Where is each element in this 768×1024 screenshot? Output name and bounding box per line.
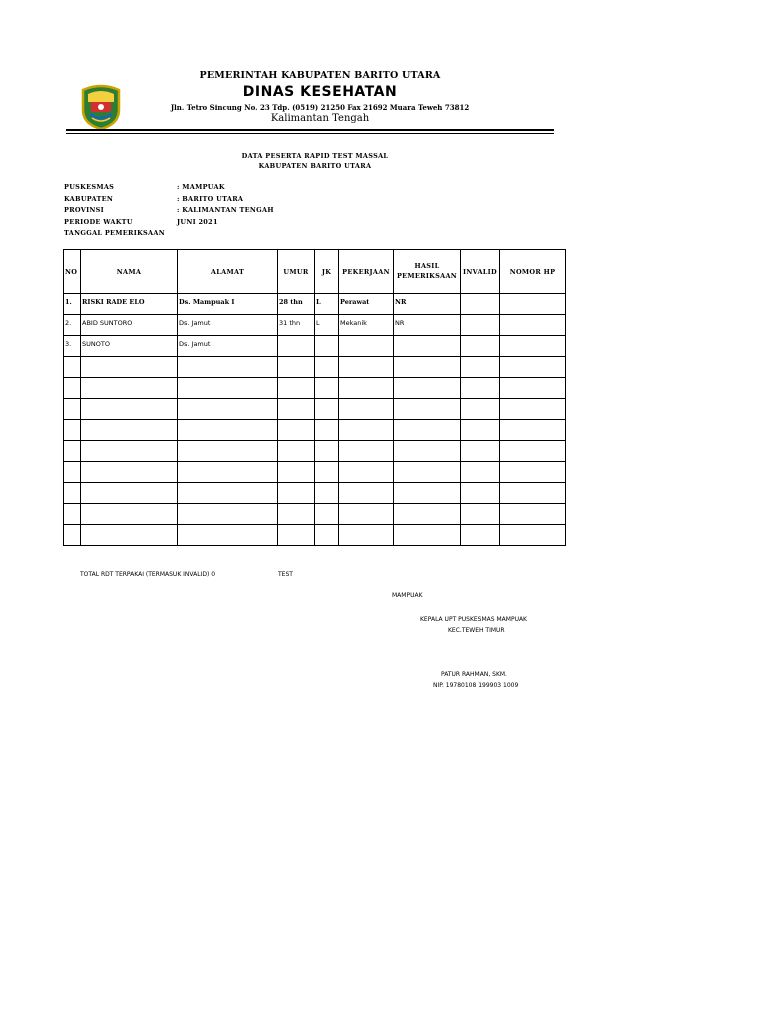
cell-invalid: [461, 399, 500, 420]
cell-hasil: [394, 420, 461, 441]
signatory-name: PATUR RAHMAN, SKM.: [441, 671, 507, 678]
cell-invalid: [461, 378, 500, 399]
cell-umur: [278, 378, 315, 399]
cell-invalid: [461, 504, 500, 525]
cell-nomor-hp: [500, 315, 566, 336]
cell-alamat: [178, 525, 278, 546]
total-rdt-used: TOTAL RDT TERPAKAI (TERMASUK INVALID) 0: [80, 571, 216, 578]
table-row: [64, 462, 566, 483]
col-header-nomor-hp: NOMOR HP: [500, 250, 566, 294]
cell-invalid: [461, 315, 500, 336]
table-row: [64, 315, 566, 336]
table-header-row: [64, 250, 566, 294]
cell-no: 1.: [64, 294, 81, 315]
cell-no: [64, 525, 81, 546]
cell-nomor-hp: [500, 462, 566, 483]
cell-nama: [81, 525, 178, 546]
cell-invalid: [461, 483, 500, 504]
col-header-invalid: INVALID: [461, 250, 500, 294]
cell-jk: [315, 504, 339, 525]
cell-pekerjaan: Perawat: [339, 294, 394, 315]
cell-umur: [278, 525, 315, 546]
cell-alamat: Ds. Jamut: [178, 315, 278, 336]
cell-pekerjaan: [339, 336, 394, 357]
signatory-nip: NIP. 19780108 199903 1009: [433, 682, 519, 689]
cell-hasil: [394, 483, 461, 504]
col-header-alamat: ALAMAT: [178, 250, 278, 294]
col-header-hasil-text: HASIL PEMERIKSAAN: [396, 261, 458, 280]
signatory-position: KEPALA UPT PUSKESMAS MAMPUAK: [420, 616, 527, 623]
cell-no: [64, 483, 81, 504]
letterhead-rule-thin: [66, 133, 554, 134]
cell-hasil: [394, 441, 461, 462]
cell-pekerjaan: Mekanik: [339, 315, 394, 336]
cell-jk: [315, 483, 339, 504]
cell-jk: [315, 378, 339, 399]
cell-hasil: [394, 378, 461, 399]
table-row: [64, 483, 566, 504]
cell-umur: [278, 483, 315, 504]
cell-nomor-hp: [500, 336, 566, 357]
info-label: TANGGAL PEMERIKSAAN: [64, 229, 165, 237]
government-heading: PEMERINTAH KABUPATEN BARITO UTARA: [199, 70, 441, 81]
cell-pekerjaan: [339, 378, 394, 399]
cell-jk: [315, 336, 339, 357]
info-value: : BARITO UTARA: [177, 194, 244, 203]
cell-no: [64, 441, 81, 462]
table-row: [64, 357, 566, 378]
cell-umur: [278, 399, 315, 420]
cell-pekerjaan: [339, 504, 394, 525]
cell-jk: [315, 420, 339, 441]
cell-alamat: [178, 462, 278, 483]
cell-no: [64, 399, 81, 420]
cell-alamat: [178, 504, 278, 525]
cell-nomor-hp: [500, 420, 566, 441]
cell-pekerjaan: [339, 525, 394, 546]
cell-nama: [81, 378, 178, 399]
col-header-nama: NAMA: [81, 250, 178, 294]
info-label: KABUPATEN: [64, 194, 114, 203]
cell-jk: [315, 399, 339, 420]
cell-no: [64, 357, 81, 378]
info-label: PUSKESMAS: [64, 183, 115, 191]
cell-pekerjaan: [339, 357, 394, 378]
document-subtitle: KABUPATEN BARITO UTARA: [258, 162, 372, 170]
cell-nama: [81, 462, 178, 483]
table-row: [64, 378, 566, 399]
cell-umur: 28 thn: [278, 294, 315, 315]
cell-nomor-hp: [500, 525, 566, 546]
table-row: [64, 441, 566, 462]
cell-nama: [81, 441, 178, 462]
table-row: [64, 294, 566, 315]
cell-no: [64, 378, 81, 399]
info-label: PERIODE WAKTU: [64, 217, 133, 226]
table-row: [64, 504, 566, 525]
cell-alamat: [178, 399, 278, 420]
cell-pekerjaan: [339, 420, 394, 441]
info-value: : MAMPUAK: [177, 183, 225, 191]
cell-alamat: [178, 357, 278, 378]
cell-umur: [278, 420, 315, 441]
cell-pekerjaan: [339, 483, 394, 504]
cell-nomor-hp: [500, 483, 566, 504]
cell-hasil: [394, 336, 461, 357]
cell-invalid: [461, 462, 500, 483]
cell-nomor-hp: [500, 441, 566, 462]
cell-nomor-hp: [500, 378, 566, 399]
document-title: DATA PESERTA RAPID TEST MASSAL: [241, 152, 389, 160]
cell-umur: [278, 357, 315, 378]
info-value: : KALIMANTAN TENGAH: [177, 206, 274, 214]
cell-jk: L: [315, 294, 339, 315]
cell-pekerjaan: [339, 399, 394, 420]
cell-nama: [81, 483, 178, 504]
cell-hasil: [394, 399, 461, 420]
cell-invalid: [461, 336, 500, 357]
cell-alamat: [178, 441, 278, 462]
cell-pekerjaan: [339, 441, 394, 462]
cell-umur: [278, 441, 315, 462]
cell-umur: [278, 504, 315, 525]
table-row: [64, 525, 566, 546]
cell-jk: [315, 357, 339, 378]
cell-hasil: [394, 504, 461, 525]
table-row: [64, 336, 566, 357]
cell-no: 2.: [64, 315, 81, 336]
cell-alamat: Ds. Mampuak I: [178, 294, 278, 315]
cell-nama: ABID SUNTORO: [81, 315, 178, 336]
cell-hasil: [394, 525, 461, 546]
cell-jk: [315, 462, 339, 483]
col-header-hasil: [394, 250, 461, 294]
col-header-no: NO: [64, 250, 81, 294]
signature-place: MAMPUAK: [392, 592, 423, 599]
agency-name: DINAS KESEHATAN: [242, 84, 398, 100]
cell-hasil: NR: [394, 294, 461, 315]
cell-no: [64, 504, 81, 525]
cell-umur: [278, 462, 315, 483]
cell-invalid: [461, 525, 500, 546]
cell-nomor-hp: [500, 294, 566, 315]
info-label: PROVINSI: [64, 206, 104, 214]
total-rdt-unit: TEST: [278, 571, 293, 578]
cell-nama: SUNOTO: [81, 336, 178, 357]
table-row: [64, 420, 566, 441]
col-header-umur: UMUR: [278, 250, 315, 294]
cell-nama: [81, 420, 178, 441]
cell-nama: RISKI RADE ELO: [81, 294, 178, 315]
cell-nomor-hp: [500, 399, 566, 420]
info-value: JUNI 2021: [177, 217, 218, 226]
cell-hasil: NR: [394, 315, 461, 336]
cell-alamat: Ds. Jamut: [178, 336, 278, 357]
cell-nama: [81, 399, 178, 420]
cell-hasil: [394, 462, 461, 483]
cell-nama: [81, 357, 178, 378]
table-row: [64, 399, 566, 420]
participants-table: [63, 249, 566, 546]
regency-emblem: [78, 84, 124, 130]
cell-invalid: [461, 357, 500, 378]
cell-no: [64, 462, 81, 483]
cell-nomor-hp: [500, 357, 566, 378]
cell-pekerjaan: [339, 462, 394, 483]
col-header-pekerjaan: PEKERJAAN: [339, 250, 394, 294]
cell-hasil: [394, 357, 461, 378]
signatory-district: KEC.TEWEH TIMUR: [448, 627, 505, 634]
letterhead-rule-thick: [66, 129, 554, 131]
agency-address: Jln. Tetro Sincung No. 23 Tdp. (0519) 21250 Fax 21692 Muara Teweh 73812: [170, 103, 470, 112]
cell-invalid: [461, 441, 500, 462]
cell-jk: L: [315, 315, 339, 336]
cell-invalid: [461, 420, 500, 441]
cell-no: [64, 420, 81, 441]
cell-jk: [315, 441, 339, 462]
cell-nama: [81, 504, 178, 525]
cell-umur: [278, 336, 315, 357]
cell-invalid: [461, 294, 500, 315]
cell-no: 3.: [64, 336, 81, 357]
cell-nomor-hp: [500, 504, 566, 525]
col-header-jk: JK: [315, 250, 339, 294]
agency-region: Kalimantan Tengah: [270, 113, 370, 124]
cell-jk: [315, 525, 339, 546]
cell-alamat: [178, 420, 278, 441]
cell-alamat: [178, 483, 278, 504]
cell-alamat: [178, 378, 278, 399]
cell-umur: 31 thn: [278, 315, 315, 336]
